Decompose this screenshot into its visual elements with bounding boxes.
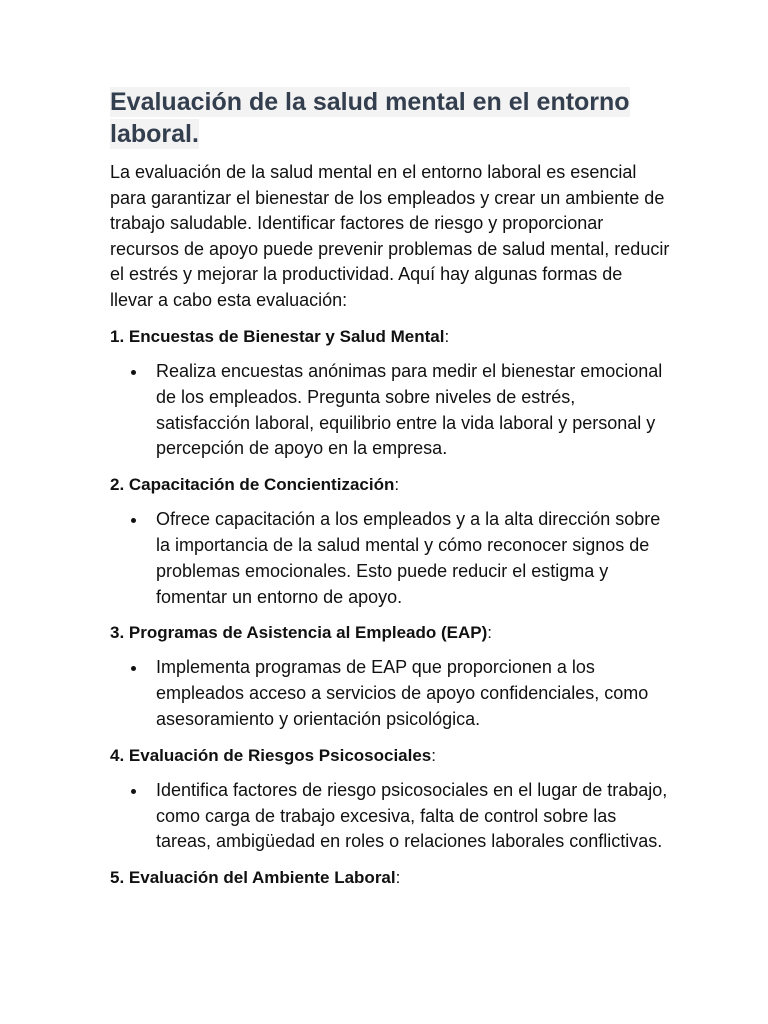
bullet-list-2 (110, 507, 670, 610)
list-item-text: Ofrece capacitación a los empleados y a la alta dirección sobre la importancia de la salud mental y cómo reconocer signos de problemas emocionales. Esto puede reducir el estigma y fomentar un entorno de apoyo. (156, 509, 661, 607)
list-item-text: Identifica factores de riesgo psicosociales en el lugar de trabajo, como carga de trabajo excesiva, falta de control sobre las tareas, ambigüedad en roles o relaciones laborales conflictivas. (156, 779, 668, 852)
section-heading-colon: : (431, 745, 436, 765)
intro-paragraph: La evaluación de la salud mental en el entorno laboral es esencial para garantizar el bienestar de los empleados y crear un ambiente de trabajo saludable. Identificar factores de riesgo y proporcionar recursos de apoyo puede prevenir problemas de salud mental, reducir el estrés y mejorar la productividad. Aquí hay algunas formas de llevar a cabo esta evaluación: (110, 162, 670, 310)
section-heading-1 (110, 324, 670, 349)
page-title (110, 86, 670, 150)
bullet-dot-icon (131, 789, 136, 794)
bullet-dot-icon (131, 666, 136, 671)
bullet-dot-icon (131, 518, 136, 523)
section-heading-text: 2. Capacitación de Concientización (110, 475, 395, 495)
section-heading-text: 4. Evaluación de Riesgos Psicosociales (110, 745, 432, 765)
list-item (110, 655, 670, 732)
section-heading-colon: : (394, 475, 400, 495)
section-heading-colon: : (395, 868, 401, 888)
section-heading-text: 3. Programas de Asistencia al Empleado (EAP) (110, 623, 488, 643)
list-item (110, 359, 670, 462)
bullet-list-4 (110, 778, 670, 855)
list-item-text: Implementa programas de EAP que proporcionen a los empleados acceso a servicios de apoyo confidenciales, como asesoramiento y orientación psicológica. (156, 657, 649, 729)
document-page (110, 86, 670, 900)
list-item (110, 507, 670, 610)
bullet-list-3 (110, 655, 670, 732)
section-heading-4 (110, 743, 670, 768)
bullet-list-1 (110, 359, 670, 462)
bullet-dot-icon (131, 370, 136, 375)
section-heading-colon: : (444, 327, 450, 346)
list-item-text: Realiza encuestas anónimas para medir el bienestar emocional de los empleados. Pregunta sobre niveles de estrés, satisfacción laboral, equilibrio entre la vida laboral y personal y percepción de apoyo en la empresa. (156, 361, 663, 459)
section-heading-text: 1. Encuestas de Bienestar y Salud Mental (110, 327, 445, 346)
title-text: Evaluación de la salud mental en el entorno laboral. (110, 88, 630, 148)
list-item (110, 778, 670, 855)
section-heading-2 (110, 472, 670, 497)
section-heading-5 (110, 865, 670, 890)
section-heading-colon: : (487, 623, 493, 643)
section-heading-3 (110, 620, 670, 645)
section-heading-text: 5. Evaluación del Ambiente Laboral (110, 868, 396, 888)
